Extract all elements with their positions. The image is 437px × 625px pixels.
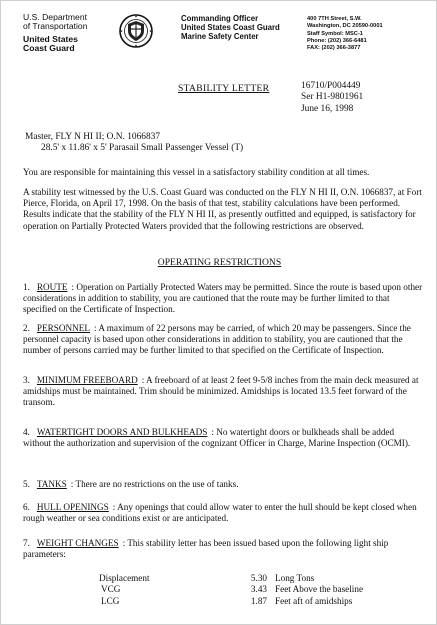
item-heading: MINIMUM FREEBOARD	[36, 375, 138, 385]
parameter-unit: Long Tons	[275, 573, 315, 583]
address-line: FAX: (202) 366-3877	[307, 45, 361, 52]
item-number: 4.	[23, 427, 30, 437]
addressee-line-1: Master, FLY N HI II; O.N. 1066837	[25, 132, 161, 142]
item-heading: HULL OPENINGS	[36, 502, 109, 512]
paragraph-responsibility: You are responsible for maintaining this vessel in a satisfactory stability condition at all times.	[23, 167, 370, 177]
restriction-item	[23, 479, 423, 490]
org-line-2: Coast Guard	[23, 43, 75, 54]
item-heading: PERSONNEL	[36, 323, 90, 333]
item-number: 1.	[23, 282, 30, 292]
item-text: : Any openings that could allow water to enter the hull should be kept closed when rough weather or sea conditions exist or are anticipated.	[23, 502, 417, 524]
dept-line-1: U.S. Department	[23, 12, 87, 22]
item-text: : There are no restrictions on the use of tanks.	[70, 479, 239, 489]
item-text: : A maximum of 22 persons may be carried, of which 20 may be passengers. Since the personnel capacity is based upon other considerations in addition to stability, you are cautioned that the number of persons carried may be further limited to that specified on the Certificate of Inspection.	[23, 323, 411, 356]
parameter-value: 1.87	[250, 595, 267, 606]
org-line-1: United States	[23, 33, 78, 44]
item-heading: WEIGHT CHANGES	[36, 538, 119, 548]
office-line-3: Marine Safety Center	[181, 31, 259, 41]
item-heading: TANKS	[36, 479, 67, 489]
serial-number: Ser H1-9801961	[301, 92, 364, 103]
item-number: 3.	[23, 375, 30, 385]
item-number: 6.	[23, 502, 30, 512]
letter-date: June 16, 1998	[301, 103, 354, 114]
restriction-item	[23, 427, 423, 449]
office-line-1: Commanding Officer	[181, 14, 259, 23]
parameter-unit: Feet Above the baseline	[275, 584, 364, 595]
address-line: Phone: (202) 366-6481	[307, 37, 367, 44]
office-line-2: United States Coast Guard	[181, 22, 280, 32]
reference-block	[301, 81, 363, 115]
item-number: 7.	[23, 538, 30, 548]
letterhead-office	[181, 15, 280, 41]
parameter-value: 5.30	[250, 573, 267, 583]
parameter-name: VCG	[101, 584, 121, 595]
section-heading: OPERATING RESTRICTIONS	[157, 257, 282, 268]
item-heading: WATERTIGHT DOORS AND BULKHEADS	[36, 427, 208, 437]
item-text: : This stability letter has been issued based upon the following light ship parameters:	[23, 538, 389, 560]
item-text: : No watertight doors or bulkheads shall be added without the authorization and supervision of the cognizant Officer in Charge, Marine Inspection (OCMI).	[23, 427, 411, 449]
item-heading: ROUTE	[36, 282, 68, 292]
restriction-item	[23, 323, 423, 357]
item-number: 2.	[23, 323, 30, 333]
dept-line-2: of Transportation	[23, 21, 88, 32]
restriction-item	[23, 282, 423, 316]
document-title: STABILITY LETTER	[178, 83, 270, 94]
item-text: : Operation on Partially Protected Waters may be permitted. Since the route is based upon other considerations in addition to stability, you are cautioned that the route may be further limited to that specified on the Certificate of Inspection.	[23, 282, 423, 315]
address-line: Staff Symbol: MSC-1	[307, 30, 363, 37]
addressee-block	[25, 132, 243, 155]
address-line: Washington, DC 20590-0001	[307, 23, 383, 30]
address-line: 400 7TH Street, S.W.	[307, 16, 362, 22]
letterhead-agency	[23, 13, 88, 54]
letterhead-address	[307, 16, 383, 52]
restriction-item	[23, 375, 423, 409]
restriction-item	[23, 502, 423, 524]
file-number: 16710/P004449	[301, 81, 361, 91]
paragraph-stability-test: A stability test witnessed by the U.S. Coast Guard was conducted on the FLY N HI II, O.N. 1066837, at Fort Pierce, Florida, on April 17, 1998. On the basis of that test, stability calculations have been performed. Results indicate that the stability of the FLY N HI II, as presently outfitted and equipped, is satisfactory for operation on Partially Protected Waters provided that the following restrictions are observed.	[23, 187, 422, 231]
coast-guard-seal-icon	[119, 14, 153, 48]
item-number: 5.	[23, 479, 30, 489]
vessel-description: 28.5' x 11.86' x 5' Parasail Small Passenger Vessel (T)	[41, 143, 244, 154]
parameter-unit: Feet aft of amidships	[275, 595, 353, 606]
restriction-item	[23, 538, 423, 560]
parameter-name: LCG	[101, 595, 120, 606]
parameter-value: 3.43	[250, 584, 267, 595]
parameter-name: Displacement	[99, 573, 150, 583]
item-text: : A freeboard of at least 2 feet 9-5/8 inches from the main deck measured at amidships must be maintained. Trim should be minimized. Amidships is located 13.5 feet forward of the transom.	[23, 375, 419, 408]
